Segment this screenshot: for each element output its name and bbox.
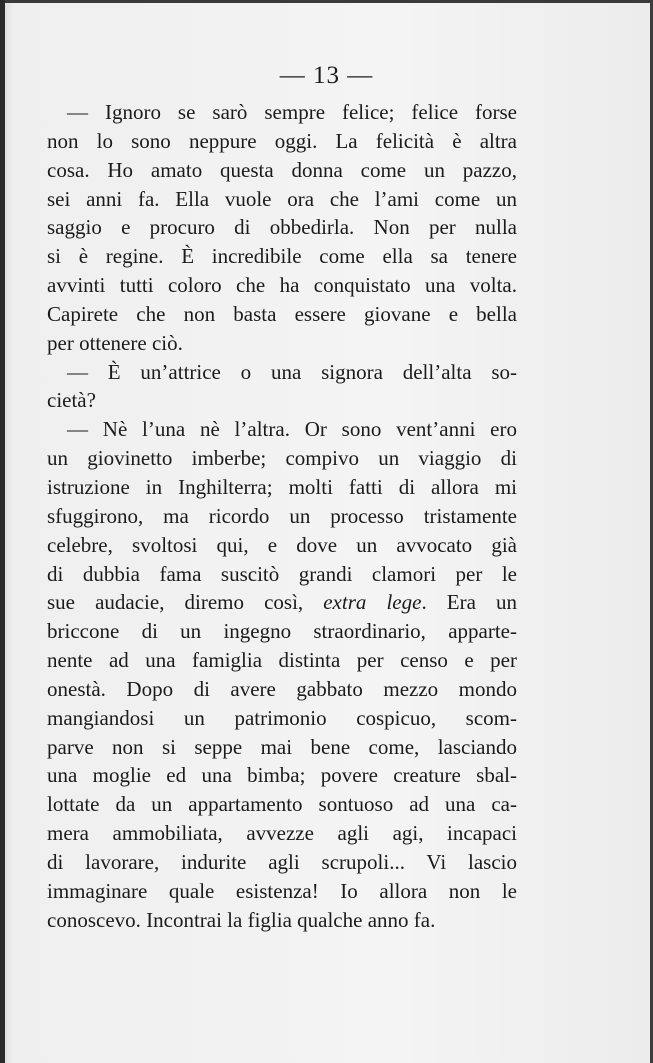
text-line: — È un’attrice o una signora dell’alta so- [67, 359, 517, 384]
page-number: — 13 — [279, 62, 374, 89]
text-line: mangiandosi un patrimonio cospicuo, scom- [47, 705, 517, 730]
text-line: di lavorare, indurite agli scrupoli... Vi lascio [47, 849, 517, 874]
page-top-edge [0, 0, 653, 3]
body-text [47, 98, 517, 934]
text-line: onestà. Dopo di avere gabbato mezzo mondo [47, 676, 517, 701]
text-line: conoscevo. Incontrai la figlia qualche anno fa. [47, 907, 436, 932]
text-line: — Ignoro se sarò sempre felice; felice forse [67, 100, 517, 124]
text-line: lottate da un appartamento sontuoso ad una ca- [47, 792, 517, 817]
text-line: saggio e procuro di obbedirla. Non per nulla [47, 215, 517, 240]
page-left-edge [0, 0, 5, 1063]
text-line: una moglie ed una bimba; povere creature sbal- [47, 763, 517, 788]
text-line: Capirete che non basta essere giovane e bella [47, 301, 517, 326]
text-segment: . Era un [421, 590, 517, 615]
text-line: si è regine. È incredibile come ella sa tenere [47, 244, 517, 269]
text-line: di dubbia fama suscitò grandi clamori per le [47, 561, 517, 586]
text-line: celebre, svoltosi qui, e dove un avvocato già [47, 532, 517, 557]
text-line: nente ad una famiglia distinta per censo e per [47, 648, 517, 673]
text-line: mera ammobiliata, avvezze agli agi, incapaci [47, 821, 517, 846]
text-line: immaginare quale esistenza! Io allora non le [47, 878, 517, 903]
text-line: istruzione in Inghilterra; molti fatti di allora mi [47, 474, 517, 499]
text-segment: sue audacie, diremo così, [47, 590, 324, 615]
text-line: cosa. Ho amato questa donna come un pazzo, [47, 157, 517, 182]
text-line: sei anni fa. Ella vuole ora che l’ami come un [47, 186, 517, 211]
text-line: avvinti tutti coloro che ha conquistato una volta. [47, 273, 517, 298]
text-line: briccone di un ingegno straordinario, apparte- [47, 619, 517, 644]
italic-phrase: extra lege [323, 590, 422, 615]
text-line: cietà? [47, 388, 96, 413]
text-line: parve non si seppe mai bene come, lasciando [47, 734, 517, 759]
text-line: un giovinetto imberbe; compivo un viaggio di [47, 446, 517, 471]
text-line: per ottenere ciò. [47, 330, 183, 355]
text-line [47, 588, 517, 617]
text-line: non lo sono neppure oggi. La felicità è altra [47, 128, 517, 153]
text-line: — Nè l’una nè l’altra. Or sono vent’anni ero [67, 417, 517, 442]
text-line: sfuggirono, ma ricordo un processo tristamente [47, 503, 517, 528]
